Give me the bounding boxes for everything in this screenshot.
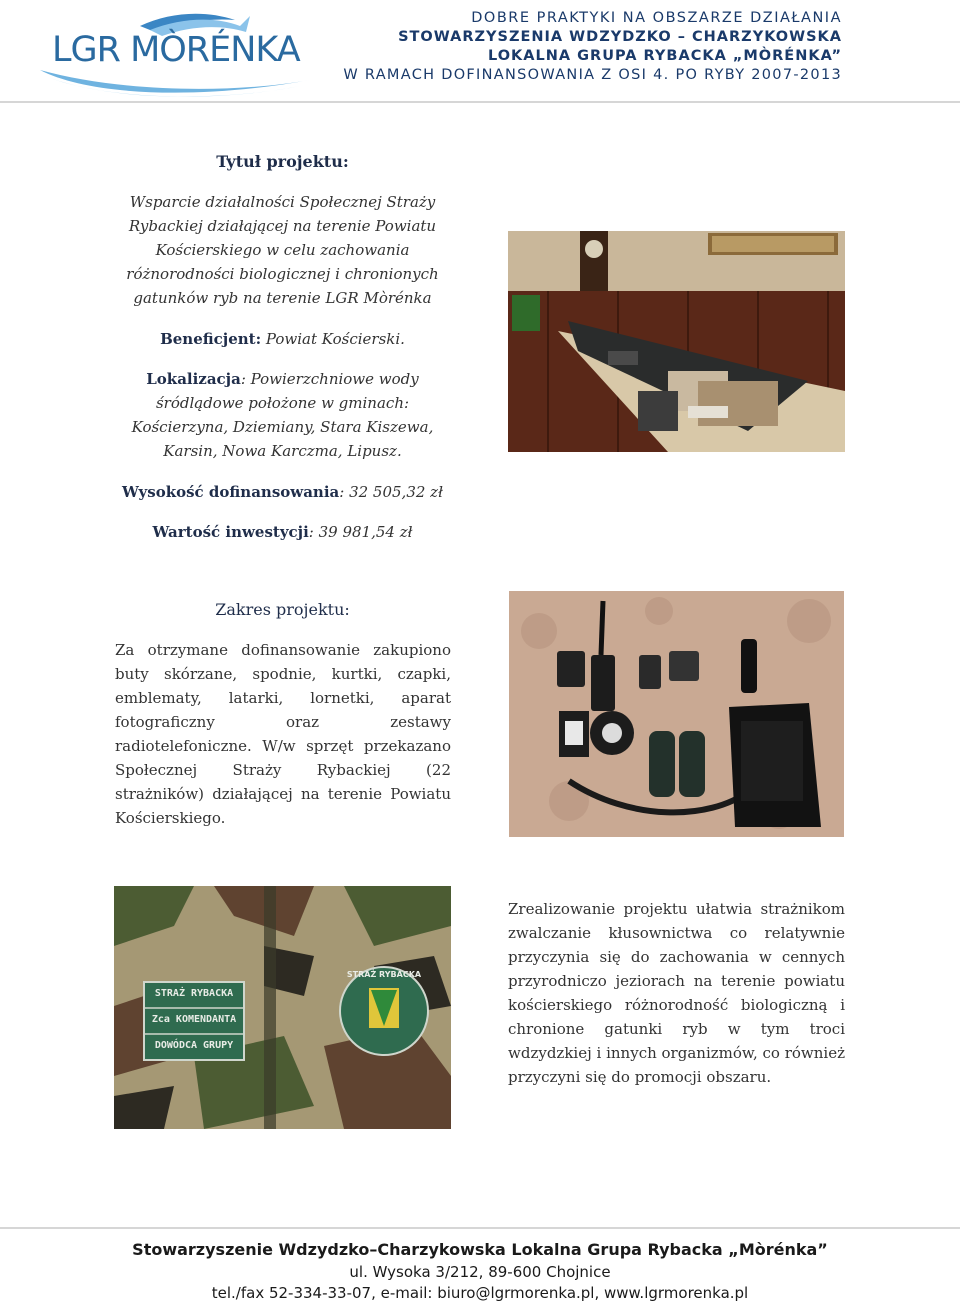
investment-row [110,520,455,544]
scope-text: Za otrzymane dofinansowanie zakupiono buty skórzane, spodnie, kurtki, czapki, emblematy, latarki, lornetki, aparat fotograficzny oraz zestawy radiotelefoniczne. W/w sprzęt przekazano Społecznej Straży Rybackiej (22 strażników) działającej na terenie Powiatu Kościerskiego. [115,641,451,827]
summary-text: Zrealizowanie projektu ułatwia strażnikom zwalczanie kłusownictwa co relatywnie przyczynia się do zachowania w cennych przyrodniczo jeziorach na terenie powiatu kościerskiego różnorodność biologiczną i chronione gatunki ryb w tym troci wdzydzkiej i innych organizmów, co również przyczyni się do promocji obszaru. [508,900,845,1086]
patch-line-2: Zca KOMENDANTA [151,1014,237,1025]
title-line: Kościerskiego w celu zachowania [155,241,410,259]
footer-org-name: Stowarzyszenie Wdzydzko–Charzykowska Lokalna Grupa Rybacka „Mòrénka” [132,1240,828,1259]
title-line: Rybackiej działającej na terenie Powiatu [128,217,437,235]
footer-divider [0,1227,960,1229]
badge-text: STRAŻ RYBACKA [346,970,422,979]
patch-line-3: DOWÓDCA GRUPY [154,1040,234,1051]
header-divider [0,101,960,103]
location-block [110,367,455,463]
gear-photo [509,591,844,837]
title-line: Wsparcie działalności Społecznej Straży [129,193,436,211]
location-label: Lokalizacja [146,370,241,388]
title-line: gatunków ryb na terenie LGR Mòrénka [133,289,432,307]
project-title-label: Tytuł projektu: [216,152,349,171]
header-line-4: W RAMACH DOFINANSOWANIA Z OSI 4. PO RYBY 2007-2013 [343,67,842,83]
title-line: różnorodności biologicznej i chronionych [126,265,439,283]
location-line: Kościerzyna, Dziemiany, Stara Kiszewa, [131,418,434,436]
location-line: śródlądowe położone w gminach: [155,394,410,412]
header-line-2: STOWARZYSZENIA WDZYDZKO – CHARZYKOWSKA [398,29,842,45]
beneficiary-row [110,327,455,351]
investment-label: Wartość inwestycji [152,523,309,541]
funding-row [110,480,455,504]
footer-address: ul. Wysoka 3/212, 89-600 Chojnice [349,1263,611,1281]
funding-label: Wysokość dofinansowania [122,483,340,501]
project-title [110,190,455,310]
header-line-1: DOBRE PRAKTYKI NA OBSZARZE DZIAŁANIA [471,10,842,26]
funding-value: : 32 505,32 zł [339,483,443,501]
beneficiary-value: Powiat Kościerski. [265,330,405,348]
patch-line-1: STRAŻ RYBACKA [154,988,234,999]
location-line: Karsin, Nowa Karczma, Lipusz. [163,442,402,460]
logo-text: LGR MÒRÉNKA [52,30,300,70]
uniform-patch-photo [114,886,451,1129]
scope-heading: Zakres projektu: [215,600,350,619]
footer-contact: tel./fax 52-334-33-07, e-mail: biuro@lgrmorenka.pl, www.lgrmorenka.pl [211,1284,749,1302]
investment-value: : 39 981,54 zł [308,523,413,541]
location-first-line: : Powierzchniowe wody [240,370,419,388]
equipment-table-photo [508,231,845,452]
beneficiary-label: Beneficjent: [160,330,262,348]
header-line-3: LOKALNA GRUPA RYBACKA „MÒRÉNKA” [487,48,842,64]
